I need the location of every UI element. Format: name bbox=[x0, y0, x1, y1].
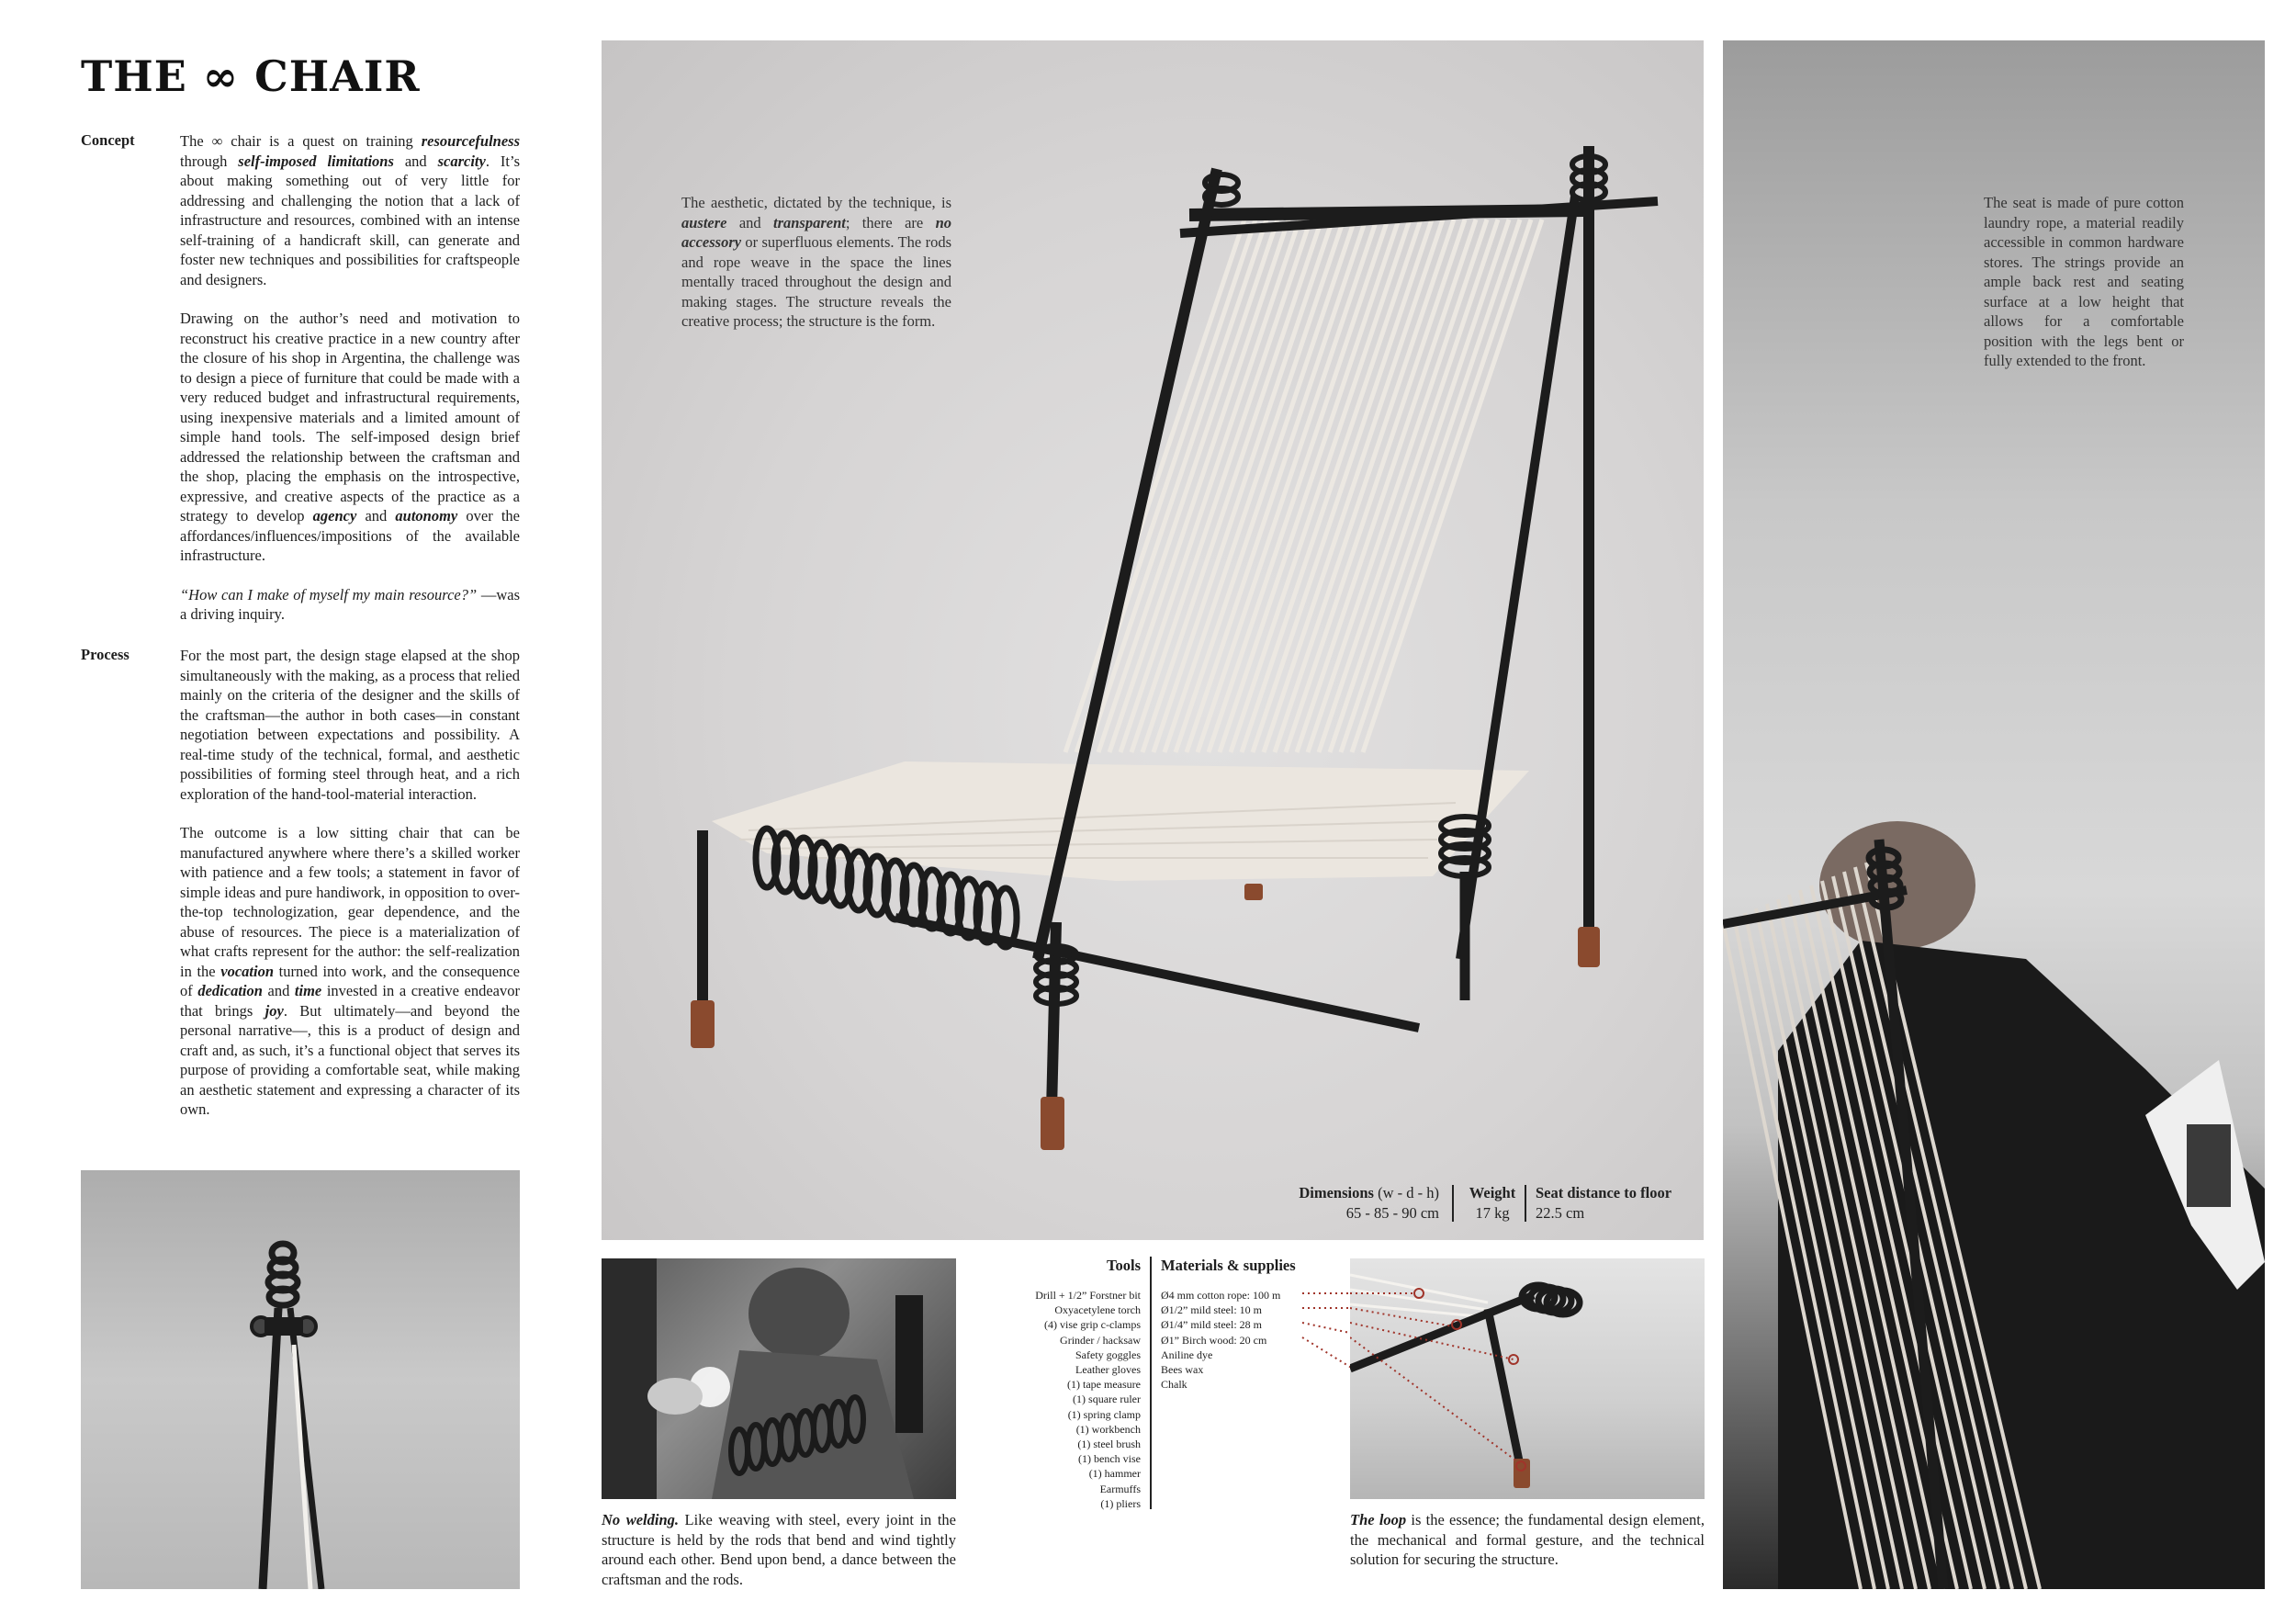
backrest-strings bbox=[1065, 220, 1542, 752]
dimensions-value: 65 - 85 - 90 cm bbox=[1345, 1204, 1439, 1222]
tools-item: (1) hammer bbox=[1088, 1467, 1141, 1481]
tools-item: Earmuffs bbox=[1099, 1482, 1141, 1495]
emphasis-text: agency bbox=[312, 507, 357, 524]
process-paragraph-1 bbox=[180, 646, 520, 804]
emphasis-text: dedication bbox=[197, 982, 263, 999]
body-text-run: and bbox=[356, 507, 396, 524]
welding-caption-lead: No welding. bbox=[602, 1511, 679, 1528]
loop-illustration bbox=[1350, 1258, 1705, 1499]
seat-text: The seat is made of pure cotton laundry rope, a material readily accessible in common hardware stores. The strings provide an ample back rest and seating surface at a low height that allows for a comfortable position with the legs bent or fully extended to the front. bbox=[1984, 194, 2184, 369]
process-text bbox=[180, 646, 520, 1139]
body-text-run: . It’s about making something out of very little for addressing and challenging the notion that a lack of infrastructure and resources, combined with an intense self-training of a handicraft skill, can generate and foster new techniques and possibilities for craftspeople and designers. bbox=[180, 152, 520, 288]
tools-item: Safety goggles bbox=[1075, 1348, 1141, 1361]
tools-item: (1) steel brush bbox=[1077, 1438, 1141, 1451]
emphasis-text: resourcefulness bbox=[421, 132, 520, 150]
welding-photo bbox=[602, 1258, 956, 1499]
loop-detail-illustration bbox=[81, 1170, 520, 1589]
tools-item: (1) workbench bbox=[1075, 1422, 1141, 1436]
body-text-run: The ∞ chair is a quest on training bbox=[180, 132, 422, 150]
body-text-run: . But ultimately—and beyond the personal narrative—, this is a product of design and craft and, as such, it’s a functional object that serves its purpose of providing a comfortable seat, while making an aesthetic statement and expressing a character of its own. bbox=[180, 1001, 521, 1118]
body-text-run: through bbox=[180, 152, 239, 170]
tools-item: (1) bench vise bbox=[1078, 1452, 1141, 1466]
aesthetic-text bbox=[681, 193, 951, 332]
body-text-run: or superfluous elements. The rods and rope weave in the space the lines mentally traced throughout the design and making stages. The structure reveals the creative process; the structure is the form. bbox=[681, 233, 951, 330]
body-text-run: and bbox=[393, 152, 438, 170]
tools-item: Oxyacetylene torch bbox=[1054, 1303, 1141, 1317]
page-title: THE ∞ CHAIR bbox=[81, 51, 421, 101]
tools-heading: Tools bbox=[1107, 1257, 1141, 1274]
body-text-run: The aesthetic, dictated by the technique, is bbox=[681, 194, 951, 211]
concept-quote-tail: —was a driving inquiry. bbox=[180, 585, 520, 623]
loop-caption bbox=[1350, 1510, 1705, 1570]
tools-materials-divider bbox=[1150, 1257, 1152, 1509]
materials-item: Chalk bbox=[1161, 1378, 1187, 1392]
loop-caption-lead: The loop bbox=[1350, 1511, 1407, 1528]
materials-item: Ø1/2” mild steel: 10 m bbox=[1161, 1303, 1262, 1317]
spec-divider-1 bbox=[1452, 1185, 1454, 1222]
tools-item: Drill + 1/2” Forstner bit bbox=[1035, 1289, 1141, 1302]
dimensions-label: Dimensions bbox=[1299, 1184, 1374, 1201]
body-text-run: and bbox=[726, 213, 773, 231]
concept-quote-paragraph bbox=[180, 585, 520, 625]
concept-quote: “How can I make of myself my main resource?” bbox=[180, 585, 478, 603]
body-text-run: invested in a creative endeavor that brings bbox=[180, 982, 520, 1020]
emphasis-text: vocation bbox=[220, 962, 275, 980]
seat-distance-value: 22.5 cm bbox=[1536, 1204, 1585, 1222]
tools-item: (1) square ruler bbox=[1073, 1393, 1141, 1406]
spec-dimensions bbox=[1281, 1183, 1439, 1224]
emphasis-text: transparent bbox=[773, 213, 846, 231]
materials-item: Ø4 mm cotton rope: 100 m bbox=[1161, 1289, 1281, 1302]
weight-value: 17 kg bbox=[1475, 1204, 1510, 1222]
emphasis-text: austere bbox=[681, 213, 727, 231]
body-text-run: turned into work, and the consequence of bbox=[180, 962, 520, 999]
tools-item: Grinder / hacksaw bbox=[1060, 1333, 1141, 1347]
dimensions-unit: (w - d - h) bbox=[1373, 1184, 1439, 1201]
body-text-run: The outcome is a low sitting chair that can be manufactured anywhere where there’s a skilled worker with patience and a few tools; a statement in favor of simple ideas and pure handiwork, in opposition to over-the-top technologization, gear dependence, and the abuse of resources. The piece is a materialization of what crafts represent for the author: the self-realization in the bbox=[180, 824, 520, 980]
emphasis-text: self-imposed limitations bbox=[238, 152, 394, 170]
spec-seat-distance bbox=[1536, 1183, 1696, 1224]
concept-label: Concept bbox=[81, 131, 135, 149]
tools-list bbox=[974, 1288, 1141, 1511]
body-text-run: over the affordances/influences/impositions of the available infrastructure. bbox=[180, 507, 520, 564]
loop-detail-photo bbox=[81, 1170, 520, 1589]
emphasis-text: joy bbox=[264, 1001, 284, 1020]
tools-item: (4) vise grip c-clamps bbox=[1044, 1318, 1141, 1332]
process-label: Process bbox=[81, 646, 129, 663]
concept-paragraph-1 bbox=[180, 131, 520, 289]
seat-distance-label: Seat distance to floor bbox=[1536, 1184, 1672, 1201]
process-paragraph-2 bbox=[180, 823, 520, 1120]
materials-item: Aniline dye bbox=[1161, 1348, 1213, 1361]
weight-label: Weight bbox=[1469, 1184, 1516, 1201]
materials-item: Ø1/4” mild steel: 28 m bbox=[1161, 1318, 1262, 1332]
spec-weight bbox=[1460, 1183, 1525, 1224]
materials-item: Bees wax bbox=[1161, 1363, 1204, 1377]
loop-caption-text: is the essence; the fundamental design element, the mechanical and formal gesture, and the technical solution for securing the structure. bbox=[1350, 1511, 1705, 1568]
emphasis-text: no accessory bbox=[681, 213, 952, 251]
tools-item: (1) pliers bbox=[1100, 1496, 1141, 1510]
tools-item: (1) spring clamp bbox=[1067, 1407, 1141, 1421]
body-text-run: and bbox=[262, 982, 295, 999]
spec-divider-2 bbox=[1525, 1185, 1526, 1222]
body-text-run: Drawing on the author’s need and motivation to reconstruct his creative practice in a new country after the closure of his shop in Argentina, the challenge was to design a piece of furniture that could be made with a very reduced budget and infrastructural requirements, using inexpensive materials and a limited amount of simple hand tools. The self-imposed design brief addressed the relationship between the craftsman and the shop, placing the emphasis on the introspective, expressive, and creative aspects of the practice as a strategy to develop bbox=[180, 310, 520, 524]
welding-caption bbox=[602, 1510, 956, 1589]
emphasis-text: autonomy bbox=[395, 507, 458, 524]
tools-item: Leather gloves bbox=[1075, 1363, 1141, 1377]
body-text-run: For the most part, the design stage elapsed at the shop simultaneously with the making, as a process that relied mainly on the criteria of the designer and the skills of the craftsman—the author in both cases—in constant negotiation between expectations and possibility. A real-time study of the technical, formal, and aesthetic possibilities of forming steel through heat, and a rich exploration of the hand-tool-material interaction. bbox=[180, 647, 520, 803]
concept-text bbox=[180, 131, 520, 644]
welding-caption-text: Like weaving with steel, every joint in the structure is held by the rods that bend and wind tightly around each other. Bend upon bend, a dance between the craftsman and the rods. bbox=[602, 1511, 956, 1588]
materials-item: Ø1” Birch wood: 20 cm bbox=[1161, 1333, 1267, 1347]
tools-item: (1) tape measure bbox=[1067, 1378, 1141, 1392]
concept-paragraph-2 bbox=[180, 309, 520, 566]
loop-photo bbox=[1350, 1258, 1705, 1499]
materials-heading: Materials & supplies bbox=[1161, 1257, 1296, 1274]
body-text-run: ; there are bbox=[845, 213, 936, 231]
welding-illustration bbox=[602, 1258, 956, 1499]
emphasis-text: time bbox=[294, 982, 322, 999]
emphasis-text: scarcity bbox=[437, 152, 486, 170]
